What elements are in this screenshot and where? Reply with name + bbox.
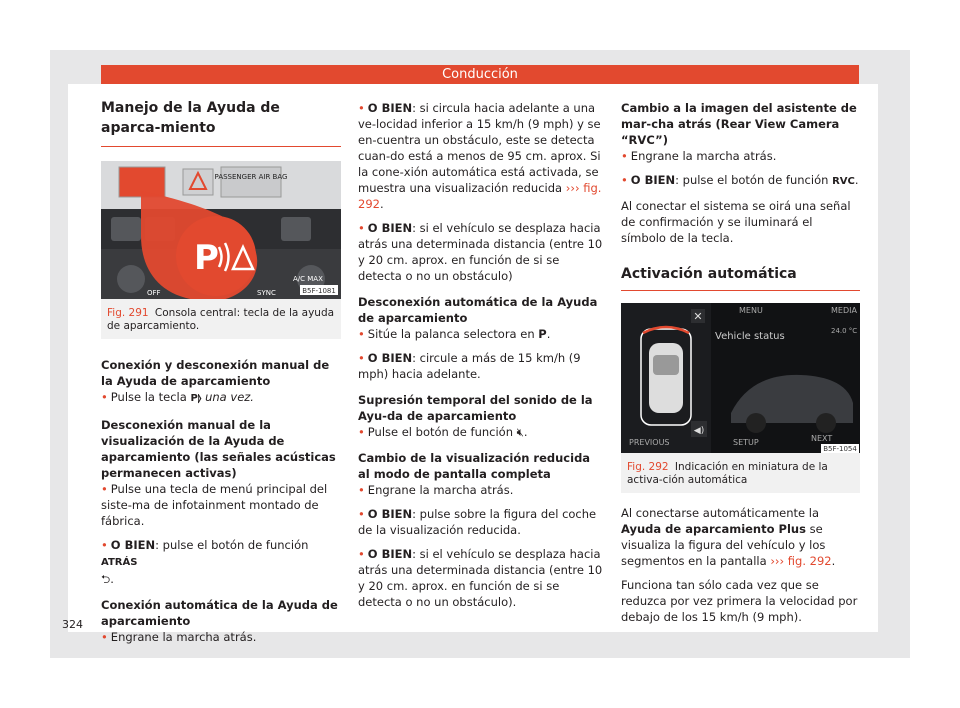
heading: Conexión y desconexión manual de la Ayuda de aparcamiento bbox=[101, 358, 330, 388]
paragraph: • O BIEN: si el vehículo se desplaza hacia atrás una determinada distancia (entre 10 y 20 cm. aprox. en función de si se detecta o no un obstáculo). bbox=[358, 547, 603, 609]
page-number: 324 bbox=[62, 618, 83, 631]
column-2 bbox=[358, 100, 603, 610]
heading: Cambio de la visualización reducida al modo de pantalla completa bbox=[358, 451, 591, 481]
column-1 bbox=[101, 98, 341, 645]
section-title: Activación automática bbox=[621, 264, 860, 291]
infotainment-screen-image bbox=[621, 303, 860, 453]
media-label: MEDIA bbox=[831, 306, 857, 315]
park-assist-symbol-large: P bbox=[194, 238, 219, 278]
paragraph: • O BIEN: si circula hacia adelante a una ve-locidad inferior a 15 km/h (9 mph) y se en-cuentra un obstáculo, este se detecta cuan-do está a menos de 95 cm. aprox. Si la cone-xión automática está activada, se muestra una visualización reducida ››› fig. 292. bbox=[358, 101, 602, 211]
vehicle-status-label: Vehicle status bbox=[715, 331, 785, 342]
paragraph: • Pulse una tecla de menú principal del siste-ma de infotainment montado de fábrica. bbox=[101, 482, 328, 528]
figure-reference-link[interactable]: ››› fig. 292 bbox=[358, 181, 602, 211]
menu-label: MENU bbox=[739, 306, 763, 315]
bullet-icon: • bbox=[621, 149, 628, 163]
acmax-label: A/C MAX bbox=[293, 275, 323, 283]
next-label: NEXT bbox=[811, 434, 833, 443]
sync-label: SYNC bbox=[257, 289, 276, 297]
paragraph: • Pulse el botón de función 🔇︎. bbox=[358, 425, 528, 439]
heading: Supresión temporal del sonido de la Ayu-da de aparcamiento bbox=[358, 393, 593, 423]
page bbox=[68, 84, 878, 644]
paragraph: • Pulse la tecla P⦊ una vez. bbox=[101, 390, 254, 404]
column-3 bbox=[621, 100, 860, 625]
paragraph: • Sitúe la palanca selectora en P. bbox=[358, 327, 551, 341]
bullet-icon: • bbox=[101, 390, 108, 404]
bullet-icon: • bbox=[358, 547, 365, 561]
close-icon: ✕ bbox=[693, 310, 703, 323]
paragraph: • O BIEN: pulse sobre la figura del coche de la visualización reducida. bbox=[358, 507, 597, 537]
paragraph: • Engrane la marcha atrás. bbox=[101, 630, 257, 644]
bullet-icon: • bbox=[101, 482, 108, 496]
figure-number: Fig. 291 bbox=[107, 307, 149, 319]
figure-caption-text: Indicación en miniatura de la activa-ción automática bbox=[627, 461, 828, 486]
heading: Conexión automática de la Ayuda de aparcamiento bbox=[101, 598, 338, 628]
heading: Desconexión automática de la Ayuda de aparcamiento bbox=[358, 295, 598, 325]
console-image bbox=[101, 161, 341, 299]
figure-reference-link[interactable]: ››› fig. 292 bbox=[770, 554, 832, 568]
bullet-icon: • bbox=[358, 101, 365, 115]
paragraph: • O BIEN: si el vehículo se desplaza hacia atrás una determinada distancia (entre 10 y 20 cm. aprox. en función de si se detecta o no un obstáculo) bbox=[358, 221, 603, 283]
figure-caption bbox=[101, 303, 341, 339]
bullet-icon: • bbox=[358, 483, 365, 497]
bullet-icon: • bbox=[621, 173, 628, 187]
bullet-icon: • bbox=[101, 538, 108, 552]
temperature-label: 24.0 °C bbox=[831, 327, 858, 335]
off-label: OFF bbox=[147, 289, 161, 297]
figure-caption-text: Consola central: tecla de la ayuda de aparcamiento. bbox=[107, 307, 335, 332]
figure-code: B5F-1081 bbox=[302, 287, 336, 295]
paragraph: Al conectarse automáticamente la Ayuda de aparcamiento Plus se visualiza la figura del vehículo y los segmentos en la pantalla ››› fig. 292. bbox=[621, 506, 836, 568]
chapter-header: Conducción bbox=[101, 65, 859, 84]
paragraph: Funciona tan sólo cada vez que se reduzca por vez primera la velocidad por debajo de los 15 km/h (9 mph). bbox=[621, 578, 858, 624]
bullet-icon: • bbox=[101, 630, 108, 644]
figure-caption bbox=[621, 457, 860, 493]
paragraph: • O BIEN: circule a más de 15 km/h (9 mph) hacia adelante. bbox=[358, 351, 581, 381]
figure-292 bbox=[621, 303, 860, 493]
paragraph: • Engrane la marcha atrás. bbox=[358, 483, 514, 497]
bullet-icon: • bbox=[358, 221, 365, 235]
figure-code: B5F-1054 bbox=[823, 445, 857, 453]
paragraph: Al conectar el sistema se oirá una señal de confirmación y se iluminará el símbolo de la tecla. bbox=[621, 199, 851, 245]
bullet-icon: • bbox=[358, 507, 365, 521]
back-arrow-icon: ⮌. bbox=[101, 572, 114, 586]
heading: Desconexión manual de la visualización de la Ayuda de aparcamiento (las señales acústicas permanecen activas) bbox=[101, 418, 336, 480]
bullet-icon: • bbox=[358, 425, 365, 439]
figure-291 bbox=[101, 161, 341, 339]
paragraph: • O BIEN: pulse el botón de función ATRÁS ⮌. bbox=[101, 538, 309, 586]
previous-label: PREVIOUS bbox=[629, 438, 670, 447]
bullet-icon: • bbox=[358, 351, 365, 365]
figure-number: Fig. 292 bbox=[627, 461, 669, 473]
mute-button-icon: ◀) bbox=[693, 426, 705, 436]
passenger-airbag-label: PASSENGER AIR BAG bbox=[214, 173, 288, 181]
mute-icon: 🔇︎ bbox=[516, 425, 524, 439]
paragraph: • O BIEN: pulse el botón de función RVC. bbox=[621, 173, 859, 187]
section-title: Manejo de la Ayuda de aparca-miento bbox=[101, 98, 341, 147]
park-assist-icon: P⦊ bbox=[190, 393, 202, 404]
paragraph: • Engrane la marcha atrás. bbox=[621, 149, 777, 163]
bullet-icon: • bbox=[358, 327, 365, 341]
setup-label: SETUP bbox=[733, 438, 759, 447]
heading: Cambio a la imagen del asistente de mar-cha atrás (Rear View Camera “RVC”) bbox=[621, 101, 857, 147]
